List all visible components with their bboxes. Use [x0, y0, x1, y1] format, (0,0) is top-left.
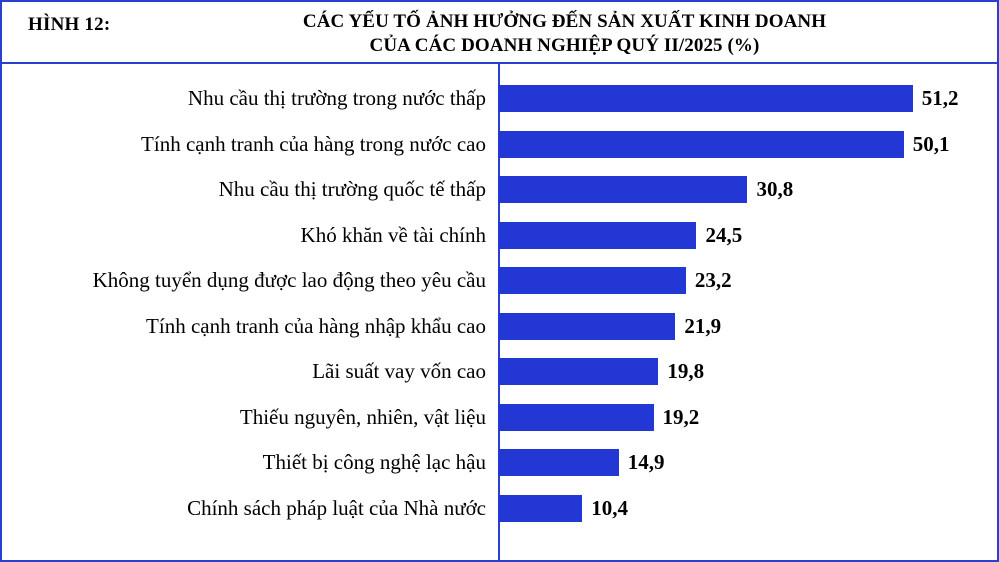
bar — [498, 358, 658, 385]
bar-wrapper — [498, 122, 997, 168]
category-label: Thiết bị công nghệ lạc hậu — [262, 450, 486, 475]
bar-row — [2, 440, 997, 486]
bar-wrapper — [498, 76, 997, 122]
bar-row — [2, 349, 997, 395]
bar-rows — [2, 76, 997, 560]
category-label: Thiếu nguyên, nhiên, vật liệu — [239, 404, 486, 429]
bar — [498, 449, 619, 476]
bar-value-label: 30,8 — [756, 177, 794, 202]
bar-value-label: 23,2 — [694, 268, 732, 293]
bar-value-label: 51,2 — [921, 86, 959, 111]
bar-row — [2, 258, 997, 304]
bar — [498, 267, 686, 294]
category-label: Tính cạnh tranh của hàng nhập khẩu cao — [146, 313, 486, 338]
bar-value-label: 50,1 — [912, 131, 950, 156]
bar-wrapper — [498, 304, 997, 350]
chart-plot-area — [2, 64, 997, 560]
bar-row — [2, 486, 997, 532]
figure-title — [152, 10, 977, 58]
bar-wrapper — [498, 486, 997, 532]
bar-value-label: 14,9 — [627, 450, 665, 475]
bar — [498, 131, 904, 158]
title-line-2: CỦA CÁC DOANH NGHIỆP QUÝ II/2025 (%) — [369, 35, 760, 56]
bar-wrapper — [498, 167, 997, 213]
figure-header — [2, 2, 997, 64]
bar — [498, 313, 675, 340]
bar-value-label: 10,4 — [591, 495, 628, 520]
bar-wrapper — [498, 258, 997, 304]
bar — [498, 404, 654, 431]
category-label: Nhu cầu thị trường trong nước thấp — [187, 86, 486, 111]
bar — [498, 222, 696, 249]
bar-value-label: 19,2 — [662, 404, 700, 429]
bar-value-label: 19,8 — [667, 359, 705, 384]
bar-row — [2, 395, 997, 441]
bar-value-label: 21,9 — [684, 313, 722, 338]
category-label: Tính cạnh tranh của hàng trong nước cao — [141, 131, 486, 156]
bar-wrapper — [498, 440, 997, 486]
bar — [498, 85, 913, 112]
bar-row — [2, 122, 997, 168]
category-label: Không tuyển dụng được lao động theo yêu cầu — [92, 268, 486, 293]
bar — [498, 176, 747, 203]
bar-row — [2, 304, 997, 350]
category-label: Nhu cầu thị trường quốc tế thấp — [218, 177, 486, 202]
figure-label: HÌNH 12: — [28, 14, 111, 35]
bar — [498, 495, 582, 522]
bar-wrapper — [498, 349, 997, 395]
category-label: Lãi suất vay vốn cao — [312, 359, 486, 384]
bar-row — [2, 167, 997, 213]
bar-wrapper — [498, 395, 997, 441]
bar-row — [2, 213, 997, 259]
category-label: Khó khăn về tài chính — [300, 222, 486, 247]
bar-row — [2, 76, 997, 122]
bar-wrapper — [498, 213, 997, 259]
bar-value-label: 24,5 — [705, 222, 743, 247]
title-line-1: CÁC YẾU TỐ ẢNH HƯỞNG ĐẾN SẢN XUẤT KINH DOANH — [302, 11, 827, 32]
category-label: Chính sách pháp luật của Nhà nước — [187, 495, 486, 520]
